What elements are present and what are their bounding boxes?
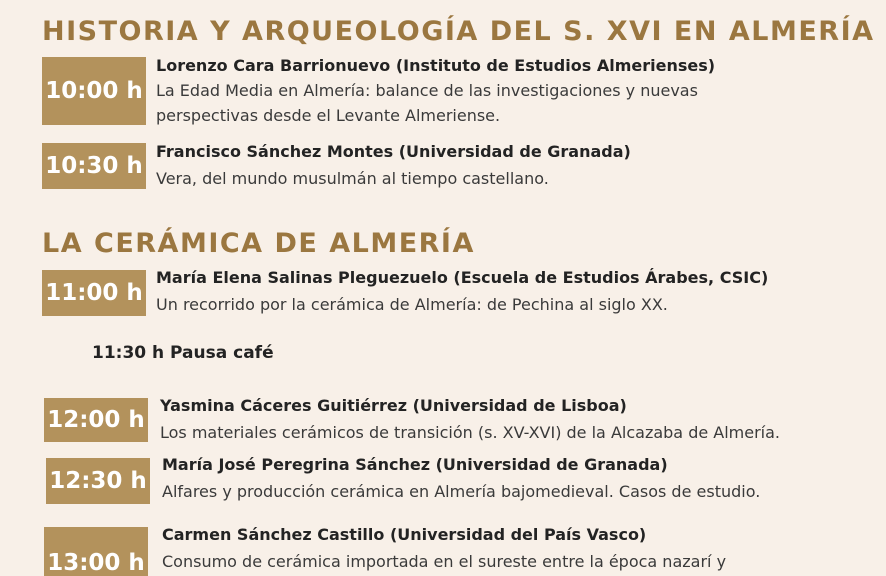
speaker-name: Francisco Sánchez Montes (Universidad de Granada) — [156, 142, 631, 161]
section-title-historia: HISTORIA Y ARQUEOLOGÍA DEL S. XVI EN ALMERÍA — [42, 16, 875, 47]
time-badge: 10:00 h — [42, 57, 146, 125]
talk-title: Consumo de cerámica importada en el sureste entre la época nazarí y — [162, 552, 727, 571]
section-title-ceramica: LA CERÁMICA DE ALMERÍA — [42, 228, 475, 259]
speaker-name: Yasmina Cáceres Guitiérrez (Universidad de Lisboa) — [160, 396, 627, 415]
time-badge: 10:30 h — [42, 143, 146, 189]
talk-title: Un recorrido por la cerámica de Almería: de Pechina al siglo XX. — [156, 295, 668, 314]
talk-title: Vera, del mundo musulmán al tiempo castellano. — [156, 169, 549, 188]
coffee-break: 11:30 h Pausa café — [92, 343, 274, 363]
speaker-name: Carmen Sánchez Castillo (Universidad del País Vasco) — [162, 525, 647, 544]
speaker-name: María Elena Salinas Pleguezuelo (Escuela de Estudios Árabes, CSIC) — [156, 268, 769, 287]
talk-title: Alfares y producción cerámica en Almería bajomedieval. Casos de estudio. — [162, 482, 761, 501]
time-badge: 12:30 h — [46, 458, 150, 504]
speaker-name: María José Peregrina Sánchez (Universidad de Granada) — [162, 455, 668, 474]
time-badge: 13:00 h — [44, 527, 148, 576]
time-badge: 12:00 h — [44, 398, 148, 442]
speaker-name: Lorenzo Cara Barrionuevo (Instituto de Estudios Almerienses) — [156, 56, 716, 75]
talk-title: Los materiales cerámicos de transición (s. XV-XVI) de la Alcazaba de Almería. — [160, 423, 781, 442]
talk-title: La Edad Media en Almería: balance de las investigaciones y nuevas perspectivas desde el Levante Almeriense. — [156, 81, 698, 125]
time-badge: 11:00 h — [42, 270, 146, 316]
